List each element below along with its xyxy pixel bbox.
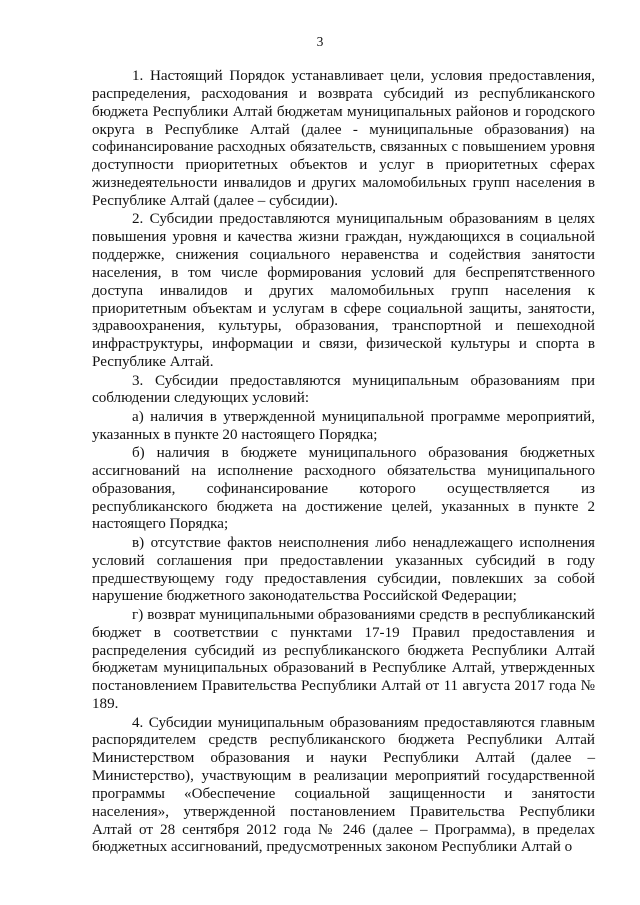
condition-b: б) наличия в бюджете муниципального образования бюджетных ассигнований на исполнение расходного обязательства муниципального образования, софинансирование которого осуществляется из республиканского бюджета на достижение целей, указанных в пункте 2 настоящего Порядка; [92,445,595,533]
paragraph-3: 3. Субсидии предоставляются муниципальным образованиям при соблюдении следующих условий: [92,372,595,407]
page-number: 3 [316,34,324,49]
document-body [92,68,595,857]
condition-v: в) отсутствие фактов неисполнения либо ненадлежащего исполнения условий соглашения при предоставлении указанных субсидий в году предшествующему году предоставления субсидии, повлекших за собой нарушение бюджетного законодательства Российской Федерации; [92,534,595,605]
paragraph-1: 1. Настоящий Порядок устанавливает цели, условия предоставления, распределения, расходования и возврата субсидий из республиканского бюджета Республики Алтай бюджетам муниципальных районов и городского округа в Республике Алтай (далее - муниципальные образования) на софинансирование расходных обязательств, связанных с повышением уровня доступности приоритетных объектов и услуг в приоритетных сферах жизнедеятельности инвалидов и других маломобильных групп населения в Республике Алтай (далее – субсидии). [92,68,595,209]
paragraph-4: 4. Субсидии муниципальным образованиям предоставляются главным распорядителем средств республиканского бюджета Республики Алтай Министерством образования и науки Республики Алтай (далее – Министерство), участвующим в реализации мероприятий государственной программы «Обеспечение социальной защищенности и занятости населения», утвержденной постановлением Правительства Республики Алтай от 28 сентября 2012 года № 246 (далее – Программа), в пределах бюджетных ассигнований, предусмотренных законом Республики Алтай о [92,714,595,856]
paragraph-2: 2. Субсидии предоставляются муниципальным образованиям в целях повышения уровня и качества жизни граждан, нуждающихся в социальной поддержке, снижения социального неравенства и содействия занятости населения, в том числе формирования условий для беспрепятственного доступа инвалидов и других маломобильных групп населения к приоритетным объектам и услугам в сфере социальной защиты, занятости, здравоохранения, культуры, образования, транспортной и пешеходной инфраструктуры, информации и связи, физической культуры и спорта в Республике Алтай. [92,211,595,371]
condition-g: г) возврат муниципальными образованиями средств в республиканский бюджет в соответствии с пунктами 17-19 Правил предоставления и распределения субсидий из республиканского бюджета Республики Алтай бюджетам муниципальных образований в Республике Алтай, утвержденных постановлением Правительства Республики Алтай от 11 августа 2017 года № 189. [92,606,595,713]
condition-a: а) наличия в утвержденной муниципальной программе мероприятий, указанных в пункте 20 настоящего Порядка; [92,408,595,443]
